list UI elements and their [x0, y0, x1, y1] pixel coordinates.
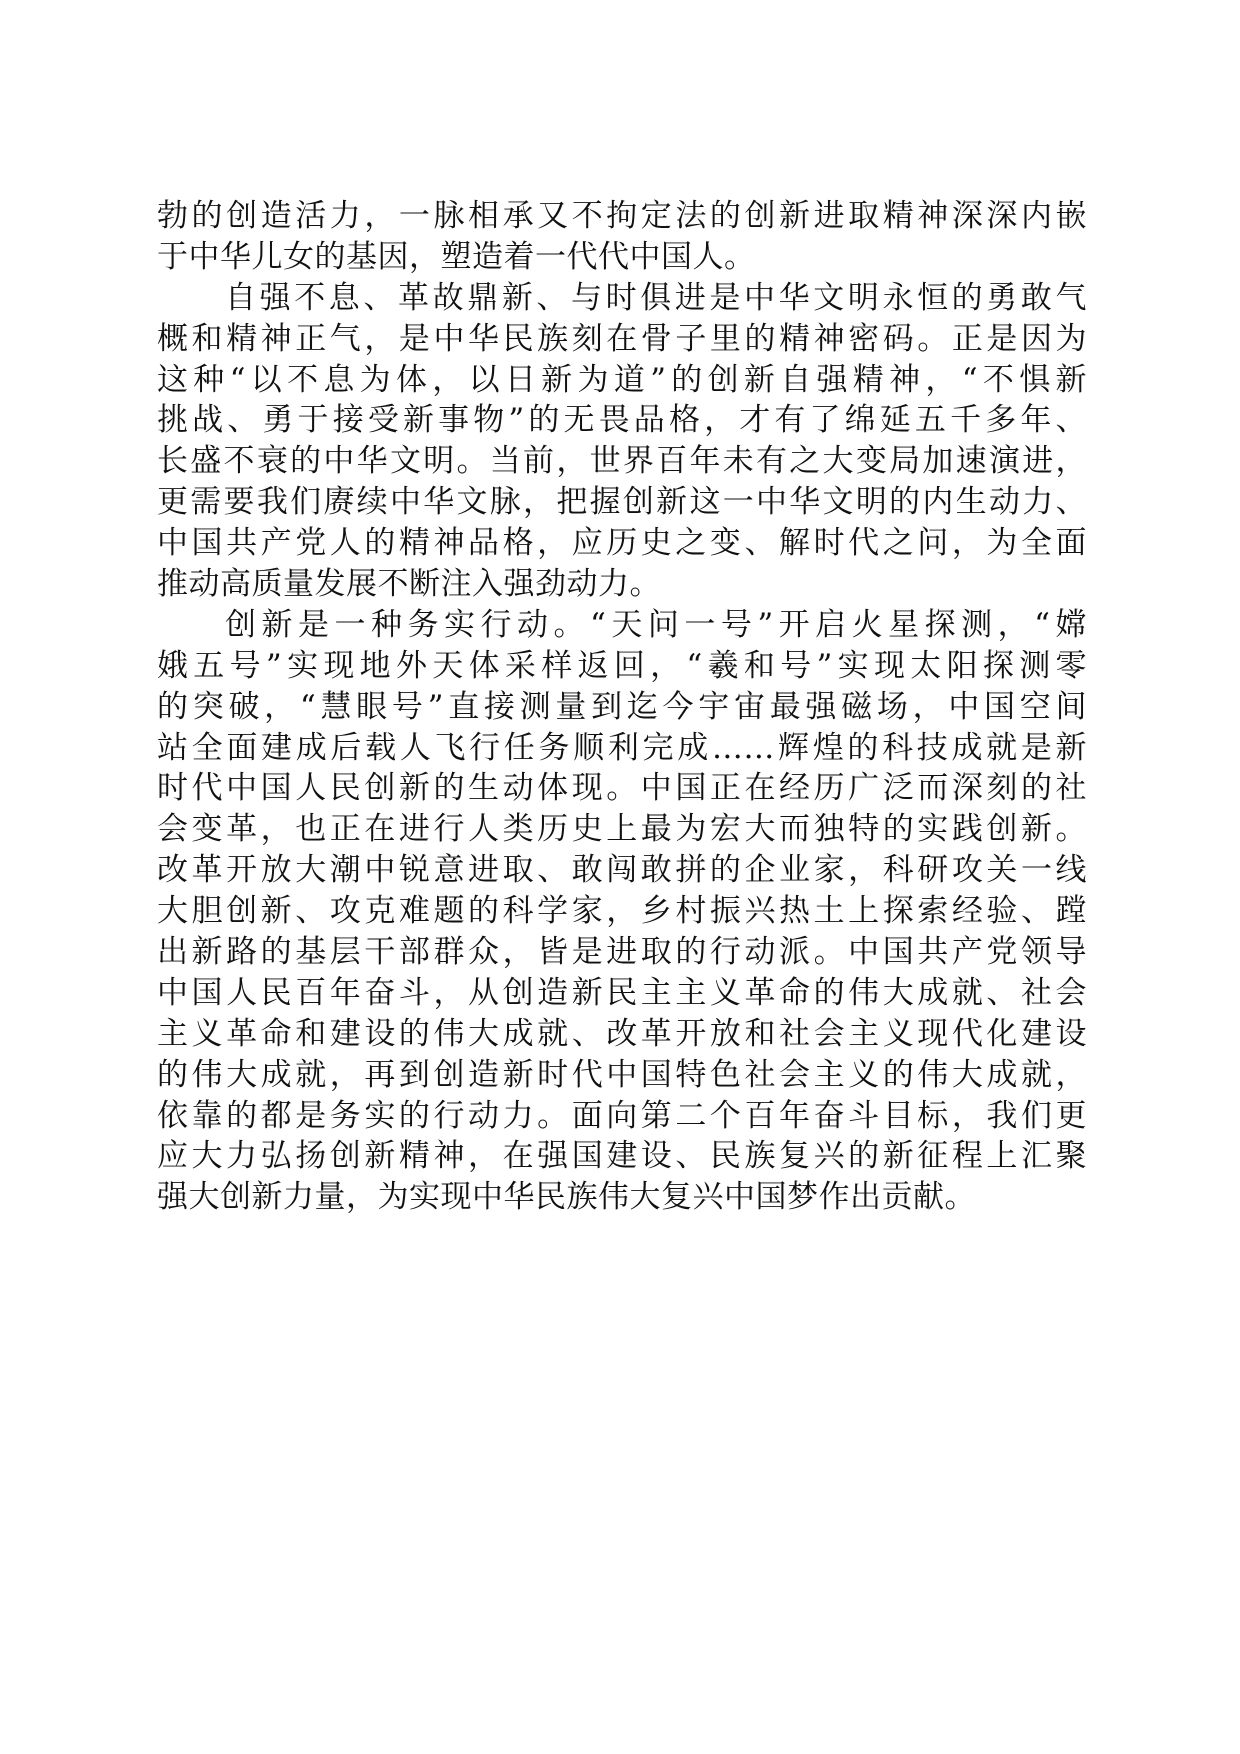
text-line: 站全面建成后载人飞行任务顺利完成……辉煌的科技成就是新 — [157, 729, 1087, 766]
text-line: 创新是一种务实行动。“天问一号”开启火星探测，“嫦 — [225, 606, 1087, 643]
text-line: 于中华儿女的基因，塑造着一代代中国人。 — [157, 238, 756, 275]
text-line: 这种“以不息为体，以日新为道”的创新自强精神，“不惧新 — [157, 361, 1087, 398]
text-line: 改革开放大潮中锐意进取、敢闯敢拼的企业家，科研攻关一线 — [157, 852, 1087, 889]
text-line: 概和精神正气，是中华民族刻在骨子里的精神密码。正是因为 — [157, 320, 1087, 357]
text-line: 自强不息、革故鼎新、与时俱进是中华文明永恒的勇敢气 — [225, 279, 1087, 316]
text-line: 中国共产党人的精神品格，应历史之变、解时代之问，为全面 — [157, 525, 1087, 562]
text-line: 时代中国人民创新的生动体现。中国正在经历广泛而深刻的社 — [157, 770, 1087, 807]
text-line: 的突破，“慧眼号”直接测量到迄今宇宙最强磁场，中国空间 — [157, 688, 1087, 725]
paragraph — [157, 278, 1087, 605]
text-line: 的伟大成就，再到创造新时代中国特色社会主义的伟大成就， — [157, 1056, 1087, 1093]
text-line: 主义革命和建设的伟大成就、改革开放和社会主义现代化建设 — [157, 1015, 1087, 1052]
text-line: 娥五号”实现地外天体采样返回，“羲和号”实现太阳探测零 — [157, 647, 1087, 684]
document-body — [157, 196, 1087, 1218]
text-line: 挑战、勇于接受新事物”的无畏品格，才有了绵延五千多年、 — [157, 402, 1087, 439]
text-line: 应大力弘扬创新精神，在强国建设、民族复兴的新征程上汇聚 — [157, 1138, 1087, 1175]
paragraph — [157, 605, 1087, 1218]
text-line: 出新路的基层干部群众，皆是进取的行动派。中国共产党领导 — [157, 934, 1087, 971]
text-line: 依靠的都是务实的行动力。面向第二个百年奋斗目标，我们更 — [157, 1097, 1087, 1134]
text-line: 推动高质量发展不断注入强劲动力。 — [157, 566, 661, 603]
paragraph — [157, 196, 1087, 278]
text-line: 更需要我们赓续中华文脉，把握创新这一中华文明的内生动力、 — [157, 484, 1087, 521]
text-line: 强大创新力量，为实现中华民族伟大复兴中国梦作出贡献。 — [157, 1179, 976, 1216]
text-line: 会变革，也正在进行人类历史上最为宏大而独特的实践创新。 — [157, 811, 1087, 848]
text-line: 大胆创新、攻克难题的科学家，乡村振兴热土上探索经验、蹚 — [157, 893, 1087, 930]
text-line: 中国人民百年奋斗，从创造新民主主义革命的伟大成就、社会 — [157, 974, 1087, 1011]
text-line: 长盛不衰的中华文明。当前，世界百年未有之大变局加速演进， — [157, 443, 1087, 480]
text-line: 勃的创造活力，一脉相承又不拘定法的创新进取精神深深内嵌 — [157, 198, 1087, 234]
